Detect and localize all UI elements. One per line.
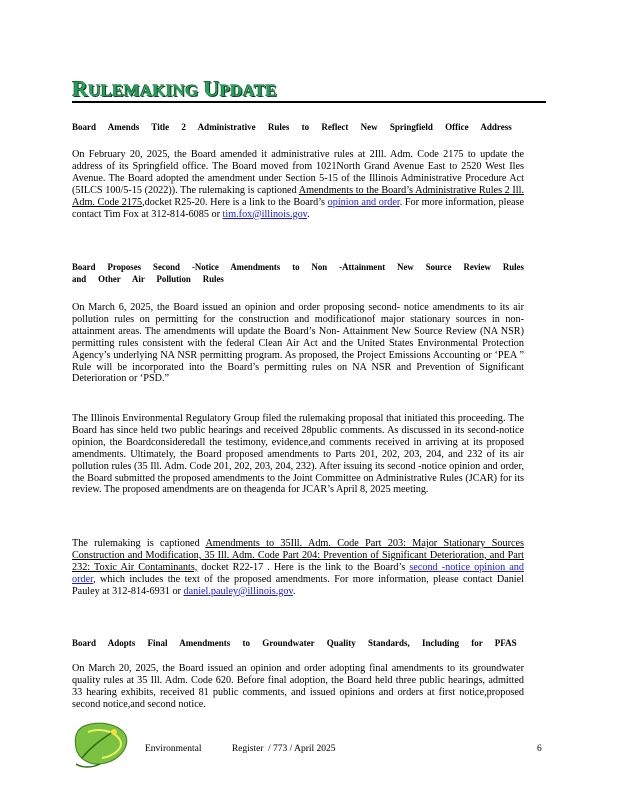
paragraph-nsr-proposal: On March 6, 2025, the Board issued an opinion and order proposing second- notice amendments to its air pollution rules on permitting for the construction and modificationof major stationary sources in non- attainment areas. The amendments will update the Board’s Non- Attainment New Source Review (NA NSR) permitting rules consistent with the federal Clean Air Act and the United States Environmental Protection Agency’s underlying NA NSR permitting program. As proposed, the Project Emissions Accounting or ‘PEA ” Rule will be incorporated into the Board’s permitting rules on NA NSR and Prevention of Significant Deterioration or ‘PSD.” (72, 302, 524, 385)
leaf-logo-icon (70, 718, 140, 770)
footer-publication: Environmental Register (145, 744, 264, 754)
footer-page-number: 6 (537, 744, 542, 754)
page-title: RULEMAKING UPDATE (72, 76, 277, 101)
paragraph-nsr-caption: The rulemaking is captioned Amendments to 35Ill. Adm. Code Part 203: Major Stationary Sources Construction and Modification, 35 Ill. Adm. Code Part 204: Prevention of Significant Deterioration, and Part 232: Toxic Air Contaminants, docket R22-17 . Here is the link to the Board’s second -notice opinion and order, which includes the text of the proposed amendments. For more information, please contact Daniel Pauley at 312-814-6931 or daniel.pauley@illinois.gov. (72, 538, 524, 597)
opinion-and-order-link[interactable]: opinion and order (327, 196, 400, 208)
footer-issue: / 773 / April 2025 (268, 744, 336, 754)
section-heading-springfield-office: Board Amends Title 2 Administrative Rules to Reflect New Springfield Office Address (72, 122, 512, 132)
paragraph-springfield-office: On February 20, 2025, the Board amended it administrative rules at 2Ill. Adm. Code 2175 to update the address of its Springfield office. The Board moved from 1021North Grand Avenue East to 2520 West Iles Avenue. The Board adopted the amendment under Section 5-15 of the Illinois Administrative Procedure Act (5ILCS 100/5-15 (2022)). The rulemaking is captioned Amendments to the Board’s Administrative Rules 2 Ill. Adm. Code 2175,docket R25-20. Here is a link to the Board’s opinion and order. For more information, please contact Tim Fox at 312-814-6085 or tim.fox@illinois.gov. (72, 149, 524, 220)
rulemaking-caption: Amendments to 35Ill. Adm. Code Part 203: Major Stationary Sources Construction and Modification, 35 Ill. Adm. Code Part 204: Prevention of Significant Deterioration, and Part 232: Toxic Air Contaminants, (72, 538, 524, 573)
tim-fox-email-link[interactable]: tim.fox@illinois.gov (222, 208, 308, 220)
section-heading-groundwater: Board Adopts Final Amendments to Groundwater Quality Standards, Including for PFAS (72, 638, 517, 648)
paragraph-groundwater: On March 20, 2025, the Board issued an opinion and order adopting final amendments to its groundwater quality rules at 35 Ill. Adm. Code 620. Before final adoption, the Board held three public hearings, admitted 33 hearing exhibits, received 81 public comments, and issued opinions and orders at first notice,proposed second notice,and second notice. (72, 663, 524, 710)
section-heading-nsr: Board Proposes Second -Notice Amendments to Non -Attainment New Source Review Rules and Other Air Pollution Rules (72, 262, 524, 284)
second-notice-opinion-link[interactable]: second -notice opinion and order (72, 561, 524, 585)
daniel-pauley-email-link[interactable]: daniel.pauley@illinois.gov (183, 585, 293, 597)
paragraph-nsr-proceeding: The Illinois Environmental Regulatory Group filed the rulemaking proposal that initiated this proceeding. The Board has since held two public hearings and received 28public comments. As discussed in its second-notice opinion, the Boardconsideredall the testimony, evidence,and comments received in arriving at its proposed amendments. Ultimately, the Board proposed amendments to Parts 201, 202, 203, 204, and 232 of its air pollution rules (35 Ill. Adm. Code 201, 202, 203, 204, 232). After issuing its second -notice opinion and order, the Board submitted the proposed amendments to the Joint Committee on Administrative Rules (JCAR) for its review. The proposed amendments are on theagenda for JCAR’s April 8, 2025 meeting. (72, 413, 524, 496)
title-divider (72, 101, 546, 103)
rulemaking-caption: Amendments to the Board’s Administrative Rules 2 Ill. Adm. Code 2175 (72, 184, 524, 208)
